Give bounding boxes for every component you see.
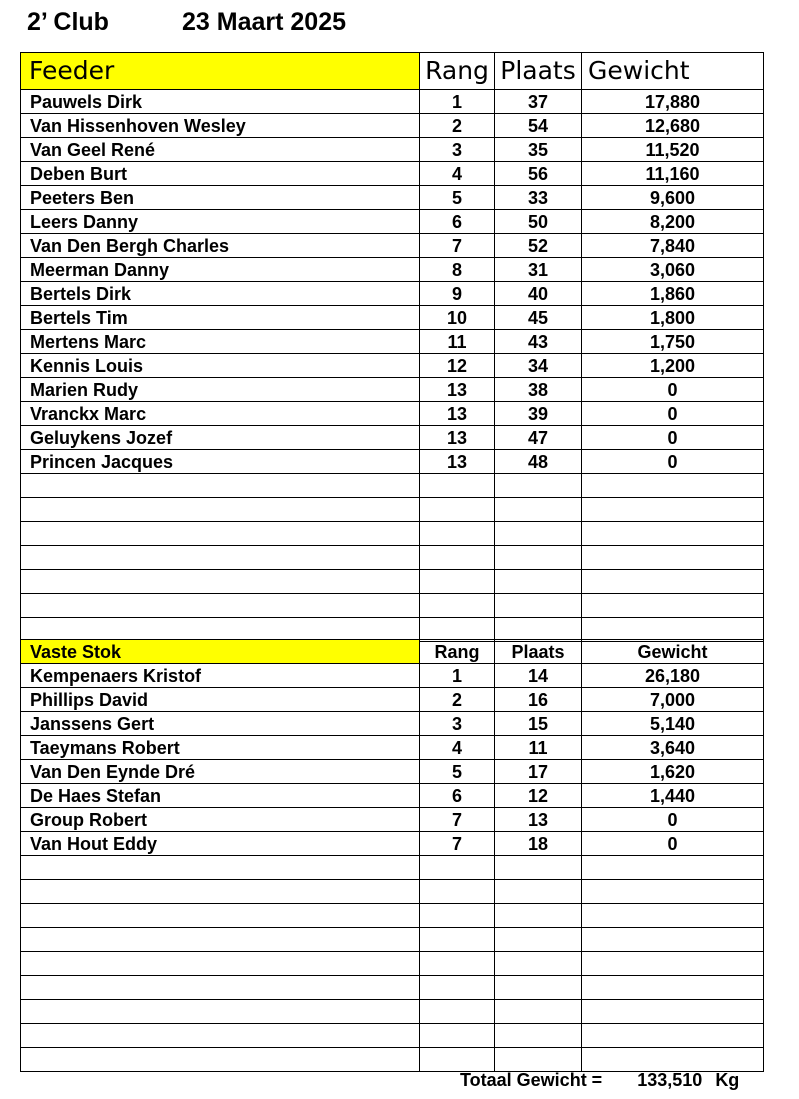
table-row bbox=[21, 330, 764, 354]
rang-cell: 1 bbox=[420, 90, 495, 114]
empty-cell bbox=[582, 928, 764, 952]
table-row bbox=[21, 402, 764, 426]
table-row bbox=[21, 306, 764, 330]
gewicht-cell: 8,200 bbox=[582, 210, 764, 234]
rang-cell: 7 bbox=[420, 808, 495, 832]
empty-row bbox=[21, 1000, 764, 1024]
gewicht-cell: 7,000 bbox=[582, 688, 764, 712]
vaste-stok-title: Vaste Stok bbox=[21, 640, 420, 664]
empty-row bbox=[21, 570, 764, 594]
empty-cell bbox=[582, 904, 764, 928]
angler-name: Van Den Bergh Charles bbox=[21, 234, 420, 258]
table-row bbox=[21, 282, 764, 306]
gewicht-cell: 3,640 bbox=[582, 736, 764, 760]
empty-cell bbox=[582, 474, 764, 498]
angler-name: Kennis Louis bbox=[21, 354, 420, 378]
rang-cell: 3 bbox=[420, 712, 495, 736]
plaats-cell: 54 bbox=[495, 114, 582, 138]
empty-cell bbox=[21, 474, 420, 498]
plaats-cell: 45 bbox=[495, 306, 582, 330]
table-row bbox=[21, 688, 764, 712]
empty-cell bbox=[21, 1024, 420, 1048]
gewicht-cell: 1,750 bbox=[582, 330, 764, 354]
empty-cell bbox=[21, 618, 420, 642]
table-row bbox=[21, 378, 764, 402]
plaats-cell: 43 bbox=[495, 330, 582, 354]
gewicht-cell: 1,620 bbox=[582, 760, 764, 784]
angler-name: Taeymans Robert bbox=[21, 736, 420, 760]
total-unit: Kg bbox=[715, 1070, 740, 1090]
club-title: 2’ Club bbox=[27, 8, 109, 36]
plaats-cell: 52 bbox=[495, 234, 582, 258]
empty-row bbox=[21, 952, 764, 976]
table-row bbox=[21, 784, 764, 808]
table-row bbox=[21, 712, 764, 736]
gewicht-cell: 9,600 bbox=[582, 186, 764, 210]
empty-cell bbox=[582, 1000, 764, 1024]
rang-cell: 13 bbox=[420, 378, 495, 402]
rang-column-header: Rang bbox=[420, 640, 495, 664]
empty-cell bbox=[21, 856, 420, 880]
plaats-column-header: Plaats bbox=[495, 640, 582, 664]
rang-cell: 9 bbox=[420, 282, 495, 306]
table-row bbox=[21, 90, 764, 114]
feeder-results-table bbox=[20, 52, 764, 642]
plaats-cell: 48 bbox=[495, 450, 582, 474]
angler-name: Vranckx Marc bbox=[21, 402, 420, 426]
empty-cell bbox=[420, 856, 495, 880]
empty-cell bbox=[582, 546, 764, 570]
total-weight bbox=[460, 1070, 739, 1091]
table-row bbox=[21, 210, 764, 234]
plaats-cell: 56 bbox=[495, 162, 582, 186]
rang-cell: 4 bbox=[420, 736, 495, 760]
table-row bbox=[21, 450, 764, 474]
empty-cell bbox=[495, 474, 582, 498]
angler-name: Bertels Dirk bbox=[21, 282, 420, 306]
angler-name: Van Hissenhoven Wesley bbox=[21, 114, 420, 138]
angler-name: Deben Burt bbox=[21, 162, 420, 186]
angler-name: Kempenaers Kristof bbox=[21, 664, 420, 688]
empty-cell bbox=[21, 1000, 420, 1024]
angler-name: Van Geel René bbox=[21, 138, 420, 162]
plaats-cell: 14 bbox=[495, 664, 582, 688]
gewicht-cell: 0 bbox=[582, 450, 764, 474]
angler-name: Van Hout Eddy bbox=[21, 832, 420, 856]
empty-row bbox=[21, 928, 764, 952]
angler-name: De Haes Stefan bbox=[21, 784, 420, 808]
plaats-cell: 34 bbox=[495, 354, 582, 378]
rang-cell: 13 bbox=[420, 402, 495, 426]
empty-row bbox=[21, 976, 764, 1000]
empty-cell bbox=[420, 976, 495, 1000]
empty-cell bbox=[582, 1024, 764, 1048]
rang-cell: 13 bbox=[420, 426, 495, 450]
empty-cell bbox=[582, 856, 764, 880]
gewicht-column-header: Gewicht bbox=[582, 53, 764, 90]
empty-cell bbox=[582, 976, 764, 1000]
empty-row bbox=[21, 594, 764, 618]
plaats-cell: 15 bbox=[495, 712, 582, 736]
empty-cell bbox=[495, 976, 582, 1000]
empty-cell bbox=[495, 928, 582, 952]
rang-cell: 4 bbox=[420, 162, 495, 186]
empty-cell bbox=[582, 522, 764, 546]
rang-cell: 11 bbox=[420, 330, 495, 354]
empty-cell bbox=[495, 522, 582, 546]
rang-cell: 2 bbox=[420, 114, 495, 138]
angler-name: Meerman Danny bbox=[21, 258, 420, 282]
table-row bbox=[21, 736, 764, 760]
rang-cell: 12 bbox=[420, 354, 495, 378]
table-row bbox=[21, 760, 764, 784]
table-row bbox=[21, 354, 764, 378]
gewicht-cell: 5,140 bbox=[582, 712, 764, 736]
empty-cell bbox=[21, 570, 420, 594]
table-row bbox=[21, 808, 764, 832]
rang-cell: 3 bbox=[420, 138, 495, 162]
angler-name: Bertels Tim bbox=[21, 306, 420, 330]
angler-name: Peeters Ben bbox=[21, 186, 420, 210]
plaats-cell: 35 bbox=[495, 138, 582, 162]
gewicht-column-header: Gewicht bbox=[582, 640, 764, 664]
empty-cell bbox=[495, 498, 582, 522]
vaste-stok-results-table bbox=[20, 639, 764, 1072]
rang-cell: 13 bbox=[420, 450, 495, 474]
empty-cell bbox=[495, 618, 582, 642]
rang-cell: 7 bbox=[420, 832, 495, 856]
table-row bbox=[21, 138, 764, 162]
empty-cell bbox=[420, 904, 495, 928]
table-row bbox=[21, 832, 764, 856]
empty-cell bbox=[495, 594, 582, 618]
rang-cell: 6 bbox=[420, 210, 495, 234]
empty-cell bbox=[495, 1048, 582, 1072]
angler-name: Phillips David bbox=[21, 688, 420, 712]
angler-name: Janssens Gert bbox=[21, 712, 420, 736]
rang-cell: 6 bbox=[420, 784, 495, 808]
empty-cell bbox=[582, 570, 764, 594]
rang-cell: 2 bbox=[420, 688, 495, 712]
empty-cell bbox=[495, 880, 582, 904]
empty-cell bbox=[21, 594, 420, 618]
gewicht-cell: 12,680 bbox=[582, 114, 764, 138]
table-row bbox=[21, 114, 764, 138]
empty-cell bbox=[582, 952, 764, 976]
total-label: Totaal Gewicht = bbox=[460, 1070, 603, 1090]
empty-cell bbox=[420, 498, 495, 522]
plaats-cell: 50 bbox=[495, 210, 582, 234]
empty-row bbox=[21, 1024, 764, 1048]
rang-cell: 1 bbox=[420, 664, 495, 688]
empty-cell bbox=[21, 928, 420, 952]
rang-cell: 5 bbox=[420, 760, 495, 784]
angler-name: Geluykens Jozef bbox=[21, 426, 420, 450]
table-row bbox=[21, 234, 764, 258]
empty-cell bbox=[420, 522, 495, 546]
empty-cell bbox=[495, 1000, 582, 1024]
angler-name: Marien Rudy bbox=[21, 378, 420, 402]
empty-row bbox=[21, 904, 764, 928]
angler-name: Mertens Marc bbox=[21, 330, 420, 354]
table-row bbox=[21, 258, 764, 282]
table-row bbox=[21, 186, 764, 210]
empty-cell bbox=[582, 594, 764, 618]
gewicht-cell: 7,840 bbox=[582, 234, 764, 258]
empty-cell bbox=[21, 498, 420, 522]
angler-name: Van Den Eynde Dré bbox=[21, 760, 420, 784]
feeder-title: Feeder bbox=[21, 53, 420, 90]
empty-cell bbox=[495, 952, 582, 976]
gewicht-cell: 1,200 bbox=[582, 354, 764, 378]
gewicht-cell: 0 bbox=[582, 378, 764, 402]
table-row bbox=[21, 162, 764, 186]
empty-cell bbox=[420, 880, 495, 904]
gewicht-cell: 1,860 bbox=[582, 282, 764, 306]
empty-row bbox=[21, 546, 764, 570]
gewicht-cell: 0 bbox=[582, 426, 764, 450]
empty-cell bbox=[21, 1048, 420, 1072]
plaats-cell: 12 bbox=[495, 784, 582, 808]
plaats-cell: 39 bbox=[495, 402, 582, 426]
empty-cell bbox=[420, 1048, 495, 1072]
angler-name: Pauwels Dirk bbox=[21, 90, 420, 114]
empty-cell bbox=[21, 880, 420, 904]
gewicht-cell: 0 bbox=[582, 832, 764, 856]
empty-cell bbox=[420, 546, 495, 570]
gewicht-cell: 11,160 bbox=[582, 162, 764, 186]
empty-row bbox=[21, 498, 764, 522]
empty-cell bbox=[21, 952, 420, 976]
rang-cell: 8 bbox=[420, 258, 495, 282]
gewicht-cell: 11,520 bbox=[582, 138, 764, 162]
plaats-cell: 11 bbox=[495, 736, 582, 760]
vaste-stok-header-row bbox=[21, 640, 764, 664]
gewicht-cell: 3,060 bbox=[582, 258, 764, 282]
event-date: 23 Maart 2025 bbox=[182, 8, 347, 36]
plaats-cell: 40 bbox=[495, 282, 582, 306]
empty-cell bbox=[420, 594, 495, 618]
empty-cell bbox=[420, 1000, 495, 1024]
angler-name: Group Robert bbox=[21, 808, 420, 832]
plaats-cell: 47 bbox=[495, 426, 582, 450]
rang-cell: 10 bbox=[420, 306, 495, 330]
empty-cell bbox=[582, 880, 764, 904]
plaats-cell: 16 bbox=[495, 688, 582, 712]
table-row bbox=[21, 426, 764, 450]
rang-cell: 7 bbox=[420, 234, 495, 258]
empty-cell bbox=[495, 546, 582, 570]
empty-cell bbox=[420, 474, 495, 498]
feeder-header-row bbox=[21, 53, 764, 90]
empty-cell bbox=[21, 522, 420, 546]
plaats-cell: 38 bbox=[495, 378, 582, 402]
empty-cell bbox=[420, 1024, 495, 1048]
empty-row bbox=[21, 1048, 764, 1072]
empty-cell bbox=[420, 928, 495, 952]
empty-cell bbox=[21, 904, 420, 928]
empty-cell bbox=[582, 498, 764, 522]
gewicht-cell: 0 bbox=[582, 402, 764, 426]
empty-cell bbox=[582, 1048, 764, 1072]
empty-row bbox=[21, 856, 764, 880]
empty-cell bbox=[582, 618, 764, 642]
gewicht-cell: 0 bbox=[582, 808, 764, 832]
empty-row bbox=[21, 880, 764, 904]
total-value: 133,510 bbox=[637, 1070, 703, 1090]
plaats-cell: 37 bbox=[495, 90, 582, 114]
empty-cell bbox=[495, 904, 582, 928]
empty-cell bbox=[420, 618, 495, 642]
empty-cell bbox=[21, 976, 420, 1000]
angler-name: Leers Danny bbox=[21, 210, 420, 234]
plaats-cell: 31 bbox=[495, 258, 582, 282]
plaats-cell: 33 bbox=[495, 186, 582, 210]
plaats-column-header: Plaats bbox=[495, 53, 582, 90]
plaats-cell: 17 bbox=[495, 760, 582, 784]
plaats-cell: 13 bbox=[495, 808, 582, 832]
empty-cell bbox=[495, 570, 582, 594]
empty-row bbox=[21, 522, 764, 546]
angler-name: Princen Jacques bbox=[21, 450, 420, 474]
empty-row bbox=[21, 618, 764, 642]
empty-cell bbox=[420, 952, 495, 976]
table-row bbox=[21, 664, 764, 688]
rang-column-header: Rang bbox=[420, 53, 495, 90]
empty-cell bbox=[21, 546, 420, 570]
gewicht-cell: 26,180 bbox=[582, 664, 764, 688]
empty-cell bbox=[495, 1024, 582, 1048]
gewicht-cell: 17,880 bbox=[582, 90, 764, 114]
rang-cell: 5 bbox=[420, 186, 495, 210]
gewicht-cell: 1,800 bbox=[582, 306, 764, 330]
empty-cell bbox=[420, 570, 495, 594]
page-header bbox=[27, 8, 347, 37]
empty-row bbox=[21, 474, 764, 498]
empty-cell bbox=[495, 856, 582, 880]
plaats-cell: 18 bbox=[495, 832, 582, 856]
gewicht-cell: 1,440 bbox=[582, 784, 764, 808]
